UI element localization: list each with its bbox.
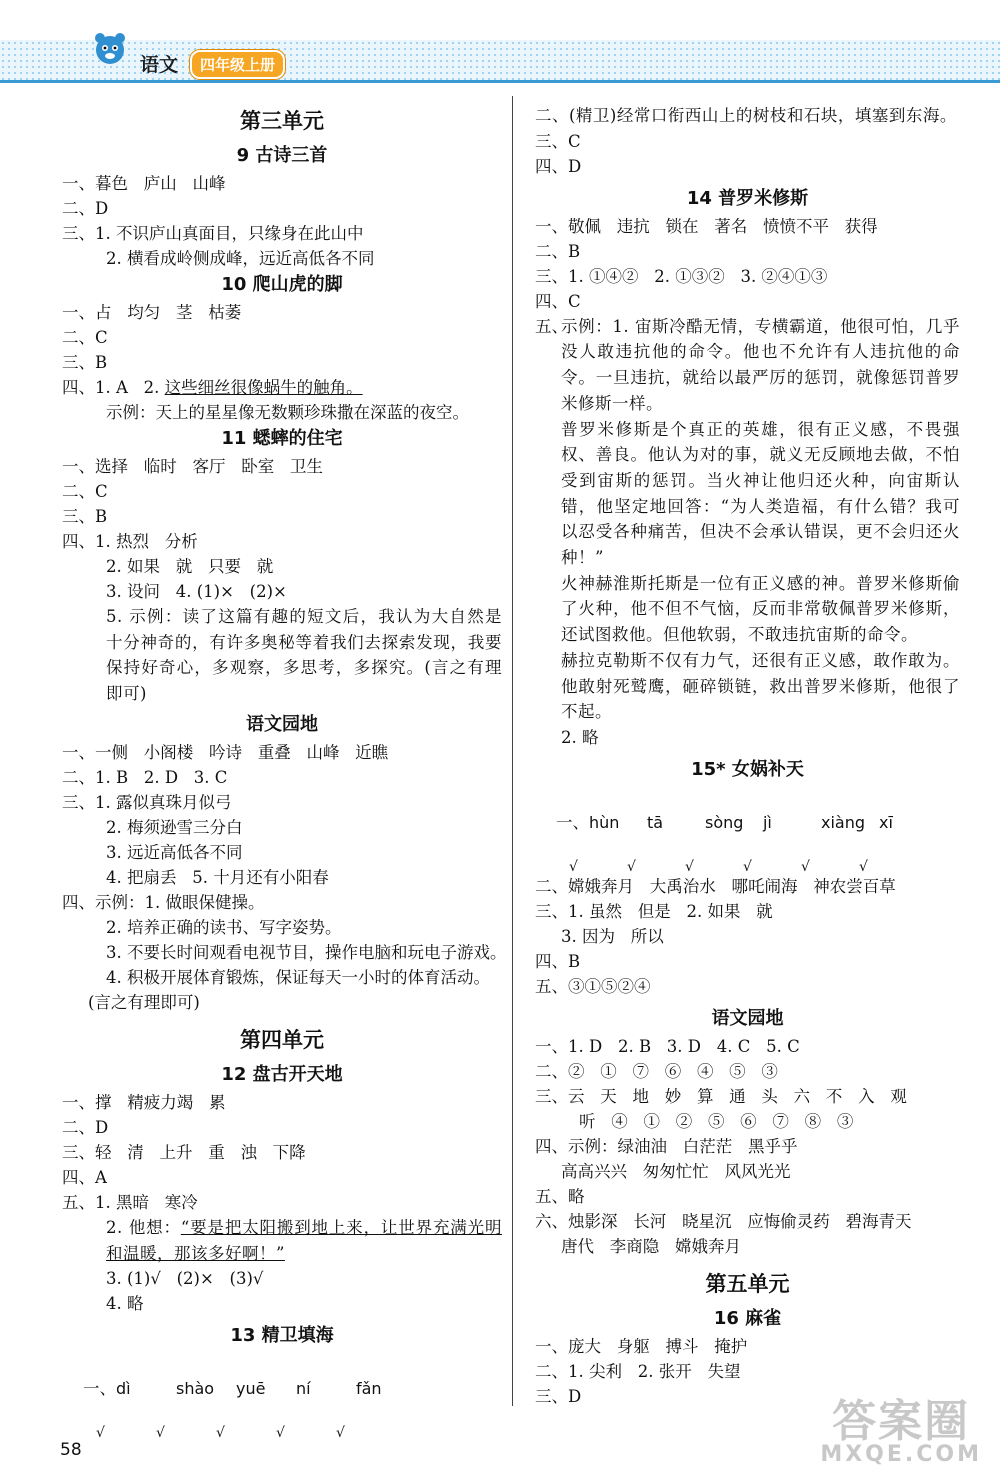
check-mark-icon: √ [801, 858, 810, 875]
pinyin-syllable: dì [115, 1379, 131, 1399]
right-column [535, 103, 960, 1409]
answer-line: 2. 梅须逊雪三分白 [106, 817, 243, 837]
answer-line: 四、1. 热烈 分析 [62, 532, 198, 551]
answer-line: 二、1. 尖利 2. 张开 失望 [535, 1361, 741, 1381]
answer-paragraph: 5. 示例：读了这篇有趣的短文后，我认为大自然是十分神奇的，有许多奥秘等着我们去探索发现，我要保持好奇心，多观察，多思考，多探究。(言之有理即可) [106, 607, 502, 704]
pinyin-syllable: tā [646, 812, 664, 832]
answer-line: 3. 因为 所以 [561, 926, 664, 946]
answer-line: 一、占 均匀 茎 枯萎 [62, 303, 242, 322]
answer-line: 3. (1)√ (2)× (3)√ [106, 1269, 264, 1289]
underlined-answer: 这些细丝很像蜗牛的触角。 [164, 378, 363, 397]
check-mark-icon: √ [216, 1425, 225, 1442]
check-marks [535, 860, 960, 874]
lesson12-title: 12 盘古开天地 [221, 1063, 343, 1085]
watermark-logo-text: 答案圈 [832, 1396, 971, 1447]
left-column [62, 98, 507, 1442]
check-mark-icon: √ [156, 1425, 165, 1442]
watermark-url: MXQE.COM [820, 1442, 982, 1467]
pinyin-syllable: sòng [704, 812, 744, 832]
answer-line: 二、嫦娥奔月 大禹治水 哪吒闹海 神农尝百草 [535, 876, 896, 896]
answer-line: 二、C [62, 482, 108, 501]
underlined-answer: “要是把太阳搬到地上来，让世界充满光明和温暖，那该多好啊！” [106, 1217, 502, 1263]
check-mark-icon: √ [859, 858, 868, 875]
answer-line: 五、③①⑤②④ [535, 976, 651, 996]
answer-line: 一、选择 临时 客厅 卧室 卫生 [62, 457, 323, 476]
pinyin-line [535, 785, 960, 860]
answer-line: 2. 培养正确的读书、写字姿势。 [106, 917, 342, 937]
answer-text: 一、 [555, 812, 589, 832]
lesson10-title: 10 爬山虎的脚 [221, 274, 343, 295]
answer-line: 4. 略 [106, 1294, 144, 1314]
check-marks [62, 1426, 502, 1440]
answer-line: 三、B [62, 353, 108, 372]
answer-line: 听 ④ ① ② ⑤ ⑥ ⑦ ⑧ ③ [579, 1111, 854, 1131]
answer-line: 示例：天上的星星像无数颗珍珠撒在深蓝的夜空。 [106, 403, 469, 422]
lesson14-title: 14 普罗米修斯 [686, 187, 809, 209]
answer-line: 六、烛影深 长河 晓星沉 应悔偷灵药 碧海青天 [535, 1211, 912, 1231]
answer-paragraph: 普罗米修斯是个真正的英雄，很有正义感，不畏强权、善良。他认为对的事，就义无反顾地去做，不怕受到宙斯的惩罚。当火神让他归还火种，向宙斯认错，他坚定地回答：“为人类造福，有什么错？我可以忍受各种痛苦，但决不会承认错误，更不会归还火种！” [561, 419, 960, 568]
answer-line: 2. 如果 就 只要 就 [106, 557, 274, 576]
check-mark-icon: √ [336, 1425, 345, 1442]
answer-line: 3. 设问 4. (1)× (2)× [106, 582, 287, 601]
answer-line: 三、D [535, 1386, 582, 1406]
lesson16-title: 16 麻雀 [713, 1307, 782, 1329]
answer-line: 一、撑 精疲力竭 累 [62, 1092, 226, 1112]
pinyin-syllable: ní [295, 1379, 311, 1399]
answer-line: 四、示例：绿油油 白茫茫 黑乎乎 [535, 1136, 798, 1156]
header-rule [0, 80, 1000, 83]
answer-line: 三、1. 不识庐山真面目，只缘身在此山中 [62, 224, 364, 243]
answer-line: 一、1. D 2. B 3. D 4. C 5. C [535, 1036, 800, 1056]
watermark [820, 1396, 982, 1467]
answer-line: 三、C [535, 131, 581, 151]
answer-text: 2. 他想： [106, 1217, 181, 1237]
answer-line: 二、B [535, 241, 581, 261]
pinyin-syllable: yuē [235, 1379, 266, 1399]
check-mark-icon: √ [743, 858, 752, 875]
answer-line: 二、D [62, 1117, 109, 1137]
garden-title: 语文园地 [246, 713, 318, 735]
unit5-heading: 第五单元 [705, 1271, 790, 1296]
check-mark-icon: √ [569, 858, 578, 875]
pinyin-syllable: fǎn [355, 1379, 382, 1399]
answer-paragraph: 示例：1. 宙斯冷酷无情，专横霸道，他很可怕，几乎没人敢违抗他的命令。他也不允许有人违抗他的命令。一旦违抗，就给以最严厉的惩罚，就像惩罚普罗米修斯一样。 [561, 316, 960, 413]
answer-line: 3. 不要长时间观看电视节目，操作电脑和玩电子游戏。 [106, 942, 507, 962]
answer-line: 五、1. 黑暗 寒冷 [62, 1192, 198, 1212]
lesson11-title: 11 蟋蟀的住宅 [221, 428, 343, 449]
answer-block [535, 314, 960, 750]
answer-line: 唐代 李商隐 嫦娥奔月 [561, 1236, 741, 1256]
answer-line: 五、略 [535, 1186, 585, 1206]
answer-line: 二、D [62, 199, 109, 218]
answer-line: 三、云 天 地 妙 算 通 头 六 不 入 观 [535, 1086, 907, 1106]
subject-title: 语文 [140, 54, 179, 76]
garden-title: 语文园地 [711, 1007, 784, 1029]
answer-line: 一、敬佩 违抗 锁在 著名 愤愤不平 获得 [535, 216, 878, 236]
mascot-icon [90, 28, 130, 68]
grade-badge: 四年级上册 [190, 50, 285, 79]
column-divider [512, 96, 513, 1406]
lesson15-title: 15* 女娲补天 [691, 758, 804, 780]
answer-line: 4. 积极开展体育锻炼，保证每天一小时的体育活动。 [106, 967, 490, 987]
answer-line: 3. 远近高低各不同 [106, 842, 243, 862]
lesson9-title: 9 古诗三首 [236, 145, 328, 166]
pinyin-syllable: jì [762, 812, 772, 832]
page-number: 58 [60, 1440, 82, 1460]
unit3-heading: 第三单元 [240, 109, 324, 133]
answer-line: 一、暮色 庐山 山峰 [62, 174, 226, 193]
answer-line: 三、1. 虽然 但是 2. 如果 就 [535, 901, 773, 921]
answer-line: 2. 横看成岭侧成峰，远近高低各不同 [106, 249, 375, 268]
pinyin-syllable: hùn [588, 812, 620, 832]
answer-line: 高高兴兴 匆匆忙忙 风风光光 [561, 1161, 791, 1181]
unit4-heading: 第四单元 [240, 1027, 324, 1052]
pinyin-line [62, 1351, 502, 1426]
pinyin-syllable: xiàng [820, 812, 865, 832]
answer-line: 四、示例：1. 做眼保健操。 [62, 892, 265, 912]
answer-line: 三、轻 清 上升 重 浊 下降 [62, 1142, 306, 1162]
pinyin-syllable: xī [878, 812, 893, 832]
check-mark-icon: √ [685, 858, 694, 875]
answer-text: 一、 [82, 1379, 116, 1399]
answer-line: (言之有理即可) [88, 992, 200, 1012]
pinyin-syllable: shào [175, 1379, 215, 1399]
answer-line: 一、一侧 小阁楼 吟诗 重叠 山峰 近瞧 [62, 742, 389, 762]
answer-text: 五、 [535, 316, 568, 336]
answer-line: 三、1. 露似真珠月似弓 [62, 792, 232, 812]
answer-line: 二、1. B 2. D 3. C [62, 767, 228, 787]
answer-paragraph: 二、(精卫)经常口衔西山上的树枝和石块，填塞到东海。 [535, 106, 957, 125]
answer-line: 三、B [62, 507, 108, 526]
answer-text: 四、1. A 2. [62, 378, 165, 397]
answer-line: 四、B [535, 951, 581, 971]
answer-line: 二、② ① ⑦ ⑥ ④ ⑤ ③ [535, 1061, 778, 1081]
answer-paragraph: 火神赫淮斯托斯是一位有正义感的神。普罗米修斯偷了火种，他不但不气恼，反而非常敬佩普罗米修斯，还试图救他。但他软弱，不敢违抗宙斯的命令。 [561, 573, 960, 645]
answer-line: 三、1. ①④② 2. ①③② 3. ②④①③ [535, 266, 828, 286]
answer-line [62, 375, 502, 400]
check-mark-icon: √ [627, 858, 636, 875]
answer-line: 四、A [62, 1167, 107, 1187]
answer-line: 二、C [62, 328, 108, 347]
answer-paragraph: 赫拉克勒斯不仅有力气，还很有正义感，敢作敢为。他敢射死鹫鹰，砸碎锁链，救出普罗米修斯，他很了不起。 [561, 650, 960, 722]
answer-line: 2. 略 [561, 727, 599, 747]
answer-line: 4. 把扇丢 5. 十月还有小阳春 [106, 867, 329, 887]
answer-line: 一、庞大 身躯 搏斗 掩护 [535, 1336, 748, 1356]
check-mark-icon: √ [96, 1425, 105, 1442]
answer-line: 四、C [535, 291, 581, 311]
answer-paragraph [62, 1215, 502, 1266]
answer-line: 四、D [535, 156, 582, 176]
lesson13-title: 13 精卫填海 [230, 1325, 334, 1347]
check-mark-icon: √ [276, 1425, 285, 1442]
